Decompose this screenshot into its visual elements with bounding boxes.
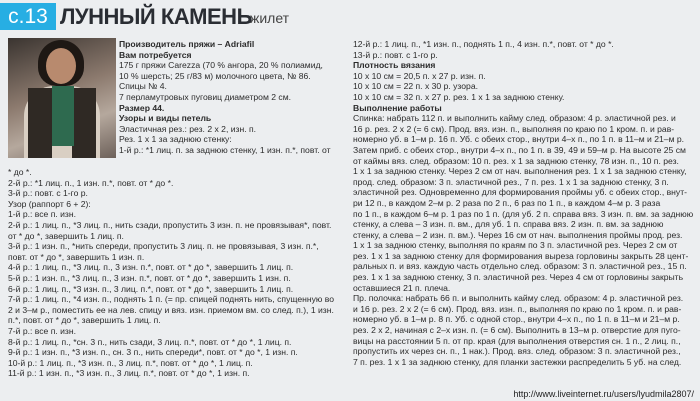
work-line: Плотность вязания: [353, 60, 436, 71]
page-subtitle: жилет: [250, 10, 290, 26]
watermark-url: http://www.liveinternet.ru/users/lyudmila2807/: [513, 389, 694, 399]
work-line: ральных п. и вяз. каждую часть отдельно след. образом: 3 п. эластичной рез., 15 п.: [353, 261, 687, 272]
pattern-line: 2-й р.: 1 лиц. п., *3 лиц. п., нить сзади, пропустить 3 изн. п. не провязывая*, повт.: [8, 219, 332, 230]
pattern-line: Узор (раппорт 6 + 2):: [8, 198, 91, 209]
work-line: 10 х 10 см = 22 п. х 30 р. узора.: [353, 81, 479, 92]
work-line: оставшиеся 21 п. плечa.: [353, 282, 451, 293]
pattern-line: 8-й р.: 1 лиц. п., *сн. 3 п., нить сзади, 3 лиц. п.*, повт. от * до *, 1 лиц. п.: [8, 336, 292, 347]
work-line: ри 12 п., в каждом 2–м р. 2 раза по 2 п., 6 раз по 1 п., в каждом 4–м р. 3 раза: [353, 197, 661, 208]
materials-line: Размер 44.: [119, 102, 165, 113]
pattern-line: * до *.: [8, 167, 32, 177]
work-line: Пр. полочка: набрать 66 п. и выполнить кайму след. образом: 4 р. эластичной рез.: [353, 293, 684, 304]
page-title: ЛУННЫЙ КАМЕНЬ: [60, 4, 252, 29]
materials-line: Вам потребуется: [119, 49, 192, 60]
pattern-line: 4-й р.: 1 лиц. п., *3 лиц. п., 3 изн. п.*, повт. от * до *, завершить 1 лиц. п.: [8, 262, 294, 273]
model-photo: [8, 38, 116, 158]
work-line: номерно уб. в 1–м р. 8 п. Уб. с одной стор., внутри 4–х п., по 1 п. в 11–м и 21–м р.: [353, 314, 680, 325]
pattern-line: п.*, повт. от * до *, завершить 1 лиц. п.: [8, 315, 161, 326]
pattern-instructions: [8, 167, 334, 379]
work-line: 7 п. рез. 1 х 1 за заднюю стенку, для планки застежки распределить 5 уб. на след.: [353, 356, 682, 367]
materials-line: Рез. 1 х 1 за заднюю стенку:: [119, 134, 232, 145]
work-line: Выполнение работы: [353, 102, 442, 113]
pattern-line: 11-й р.: 1 изн. п., *3 изн. п., 3 лиц. п.*, повт. от * до *, 1 изн. п.: [8, 368, 250, 379]
work-line: по 1 п., в каждом 6–м р. 1 раз по 1 п. (для уб. 2 п. справа вяз. 3 изн. п. вм. за заднюю: [353, 208, 694, 219]
materials-line: Спицы № 4.: [119, 81, 167, 92]
work-line: рез. 1 х 1 за заднюю стенку для формирования выреза горловины закрыть 28 цент-: [353, 250, 689, 261]
work-line: 13-й р.: повт. с 1-го р.: [353, 49, 438, 60]
work-line: 10 х 10 см = 20,5 п. х 27 р. изн. п.: [353, 70, 486, 81]
work-line: 1 х 1 за заднюю стенку. Через 2 см от нач. выполнения рез. 1 х 1 за заднюю стенку,: [353, 166, 687, 177]
work-line: рез. 2 х 2, начиная с 2–х изн. п. (= 6 см). Выполнить в 13–м р. отверстие для пуго-: [353, 325, 681, 336]
work-line: 10 х 10 см = 32 п. х 27 р. рез. 1 х 1 за заднюю стенку.: [353, 91, 565, 102]
work-line: рез. 1 х 1 за заднюю стенку, 3 п. эластичной рез. Через 4 см от горловины закрыть: [353, 272, 684, 283]
work-line: прод. след. образом: 3 п. эластичной рез., 7 п. рез. 1 х 1 за заднюю стенку, 3 п.: [353, 176, 669, 187]
pattern-line: 3-й р.: повт. с 1-го р.: [8, 188, 88, 199]
work-line: 12-й р.: 1 лиц. п., *1 изн. п., поднять 1 п., 4 изн. п.*, повт. от * до *.: [353, 39, 614, 49]
work-line: 16 р. рез. 2 х 2 (= 6 см). Прод. вяз. изн. п., выполняя по краю по 1 кром. п. и рав-: [353, 123, 675, 134]
pattern-line: от * до *, завершить 1 лиц. п.: [8, 230, 124, 241]
pattern-line: 5-й р.: 1 изн. п., *3 лиц. п., 3 изн. п.*, повт. от * до *, завершить 1 изн. п.: [8, 272, 291, 283]
pattern-line: 6-й р.: 1 лиц. п., *3 изн. п., 3 лиц. п.*, повт. от * до *, завершить 1 лиц. п.: [8, 283, 294, 294]
work-line: эластичной рез. Одновременно для формирования проймы уб. с обеих стор., внут-: [353, 187, 688, 198]
materials-line: 175 г пряжи Carezza (70 % ангора, 20 % полиамид,: [119, 60, 323, 71]
materials-line: Производитель пряжи – Adriafil: [119, 39, 255, 49]
work-line: номерно уб. в 1–м р. 16 п. Уб. с обеих стор., внутри 4–х п., по 1 п. в 11–м и 21–м р.: [353, 134, 685, 145]
work-line: и 16 р. рез. 2 х 2 (= 6 см). Прод. вяз. изн. п., выполняя по краю по 1 кром. п. и рав-: [353, 303, 682, 314]
work-line: Спинка: набрать 112 п. и выполнить кайму след. образом: 4 р. эластичной рез. и: [353, 113, 676, 124]
work-line: стенку, а слева – 2 изн. п. вм.). Через 16 см от нач. выполнения проймы прод. рез.: [353, 229, 683, 240]
pattern-line: повт. от * до *, завершить 1 изн. п.: [8, 251, 145, 262]
page-number-tab: с.13: [0, 3, 56, 30]
work-line: Затем приб. с обеих стор., внутри 4–х п., по 1 п. в 39, 49 и 59–м р. На высоте 25 см: [353, 144, 686, 155]
materials-line: Эластичная рез.: рез. 2 х 2, изн. п.: [119, 123, 257, 134]
materials-line: 1-й р.: *1 лиц. п. за заднюю стенку, 1 изн. п.*, повт. от: [119, 144, 331, 155]
work-instructions: [353, 39, 693, 367]
materials-line: Узоры и виды петель: [119, 113, 212, 124]
work-line: 1 х 1 за заднюю стенку, выполняя по краям по 3 п. эластичной рез. Через 2 см от: [353, 240, 678, 251]
page-header: [0, 0, 700, 33]
work-line: вицы на расстоянии 5 п. от пр. края (для выполнения отверстия сн. 1 п., 2 лиц. п.,: [353, 335, 681, 346]
work-line: пропустить их через сн. п., 1 нак.). Прод. вяз. след. образом: 3 п. эластичной рез.,: [353, 346, 681, 357]
materials-line: 10 % шерсть; 25 г/83 м) молочного цвета, № 86.: [119, 70, 311, 81]
pattern-line: 1-й р.: все п. изн.: [8, 209, 77, 220]
pattern-line: 9-й р.: 1 изн. п., *3 изн. п., сн. 3 п., нить спереди*, повт. от * до *, 1 изн. п.: [8, 347, 298, 358]
pattern-line: 2-й р.: *1 лиц. п., 1 изн. п.*, повт. от * до *.: [8, 177, 174, 188]
pattern-line: 7-й р.: 1 лиц. п., *4 изн. п., поднять 1 п. (= пр. спицей поднять нить, спущенную во: [8, 294, 334, 305]
pattern-line: 10-й р.: 1 лиц. п., *3 изн. п., 3 лиц. п.*, повт. от * до *, 1 лиц. п.: [8, 357, 253, 368]
materials-section: [119, 39, 331, 156]
pattern-line: 3-й р.: 1 изн. п., *нить спереди, пропустить 3 лиц. п. не провязывая, 3 изн. п.*,: [8, 241, 319, 252]
pattern-line: 2 и 3–м р., поместить ее на лев. спицу и вяз. изн. приемом вм. со след. п.), 1 изн.: [8, 304, 334, 315]
work-line: от каймы вяз. след. образом: 10 п. рез. х 1 за заднюю стенку, 78 изн. п., 10 п. рез.: [353, 155, 679, 166]
materials-line: 7 перламутровых пуговиц диаметром 2 см.: [119, 91, 292, 102]
work-line: стенку, а слева – 3 изн. п. вм., для уб. 1 п. справа вяз. 2 изн. п. вм. за заднюю: [353, 219, 664, 230]
pattern-line: 7-й р.: все п. изн.: [8, 325, 77, 336]
